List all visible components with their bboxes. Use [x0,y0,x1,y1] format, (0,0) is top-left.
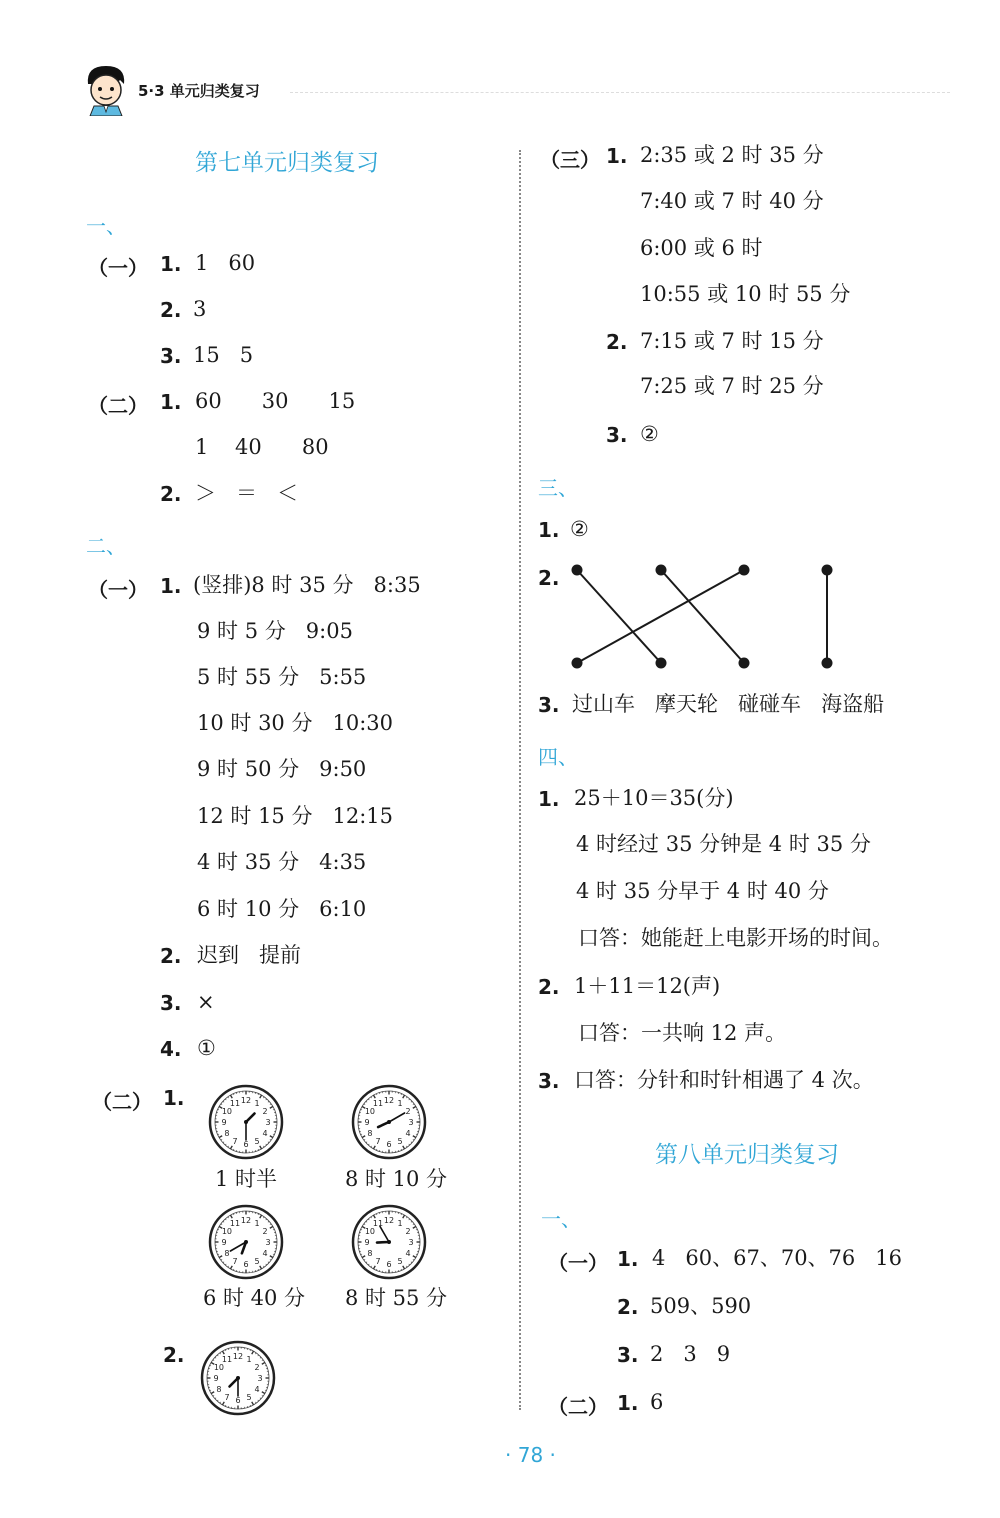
u8-q2-num: 2. [617,1295,639,1319]
u7-q8-answer: × [197,990,215,1014]
clock-center-pin [244,1120,248,1124]
r-q7-line1: 25＋10＝35(分) [574,786,734,810]
u8-q2-answer: 509、590 [650,1294,752,1318]
unit7-section-1: 一、 [86,214,126,238]
clock-center-pin [387,1120,391,1124]
u7-q11-num: 2. [163,1343,185,1367]
u7-q5-num: 2. [160,482,182,506]
r-q8-num: 2. [538,975,560,999]
clock-numeral: 6 [243,1260,249,1269]
u8-q1-answer: 4 60、67、70、76 16 [652,1246,903,1270]
u7-q6-line3: 5 时 55 分 5:55 [197,665,367,689]
clock-numeral: 6 [386,1140,392,1149]
u7-q6-line1: (竖排)8 时 35 分 8:35 [193,573,421,597]
clock-numeral: 4 [405,1249,411,1258]
clock-numeral: 12 [240,1216,252,1225]
clock-caption-3: 6 时 40 分 [202,1286,306,1310]
r-q7-num: 1. [538,787,560,811]
clock-numeral: 11 [229,1098,241,1108]
r-q7-line4: 口答：她能赶上电影开场的时间。 [578,926,893,950]
u7-q8-num: 3. [160,991,182,1015]
r-q5-num: 2. [538,566,560,590]
clock-numeral: 4 [254,1385,260,1394]
u7-q6-line4: 10 时 30 分 10:30 [197,711,394,735]
u7-group-4: （二） [92,1090,152,1114]
r-q8-line1: 1＋11＝12(声) [574,974,721,998]
clock-numeral: 8 [224,1249,230,1258]
u7-q9-num: 4. [160,1037,182,1061]
unit7-section-2: 二、 [86,534,126,558]
clock-numeral: 4 [405,1129,411,1138]
u7-q2-num: 2. [160,298,182,322]
u7-q9-answer: ① [197,1036,216,1060]
u8-q1-num: 1. [617,1247,639,1271]
clock-numeral: 10 [221,1227,233,1236]
clock-numeral: 5 [254,1137,260,1147]
u7-group-3: （一） [88,578,148,602]
r-q4-num: 1. [538,518,560,542]
clock-numeral: 1 [254,1098,260,1108]
clock-numeral: 4 [262,1249,268,1258]
clock-numeral: 1 [246,1354,252,1364]
clock-numeral: 11 [221,1354,233,1364]
u7-q10-num: 1. [163,1086,185,1110]
mascot-boy-icon [80,62,132,116]
r-q2-num: 2. [606,330,628,354]
clock-numeral: 2 [262,1227,268,1236]
u7-q3-num: 3. [160,344,182,368]
u8-group-1: （一） [548,1251,608,1275]
r-q1-line2: 7:40 或 7 时 40 分 [640,189,824,213]
clock-numeral: 10 [213,1363,225,1372]
u8-q4-answer: 6 [650,1390,664,1414]
clock-numeral: 3 [257,1374,263,1383]
r-q2-line1: 7:15 或 7 时 15 分 [640,329,824,353]
section-3: 三、 [538,476,578,500]
u7-q4-answer-row2: 1 40 80 [195,435,329,459]
u7-q1-num: 1. [160,252,182,276]
clock-numeral: 10 [221,1107,233,1116]
clock-numeral: 8 [367,1129,373,1138]
clock-numeral: 12 [240,1096,252,1105]
clock-numeral: 2 [262,1107,268,1116]
u8-q4-num: 1. [617,1391,639,1415]
r-q3-num: 3. [606,423,628,447]
r-q7-line2: 4 时经过 35 分钟是 4 时 35 分 [576,832,871,856]
column-divider [519,150,521,1410]
clock-numeral: 12 [232,1352,244,1361]
r-q9-answer: 口答：分针和时针相遇了 4 次。 [574,1068,874,1092]
r-group-3: （三） [540,148,600,172]
clock-numeral: 3 [408,1118,414,1127]
clock-face-2 [350,1083,428,1161]
clock-face-5 [199,1339,277,1417]
clock-face-1 [207,1083,285,1161]
clock-numeral: 5 [246,1393,252,1403]
r-q9-num: 3. [538,1069,560,1093]
clock-numeral: 9 [364,1118,370,1127]
r-q1-line4: 10:55 或 10 时 55 分 [640,282,851,306]
u7-q6-num: 1. [160,574,182,598]
u7-q4-num: 1. [160,390,182,414]
r-q6-num: 3. [538,693,560,717]
r-q8-line2: 口答：一共响 12 声。 [578,1021,787,1045]
clock-numeral: 7 [375,1137,381,1147]
clock-numeral: 5 [397,1137,403,1147]
clock-numeral: 7 [232,1137,238,1147]
u7-q4-answer: 60 30 15 [195,389,356,413]
clock-numeral: 5 [397,1257,403,1267]
clock-numeral: 5 [254,1257,260,1267]
clock-center-pin [244,1240,248,1244]
clock-face-3 [207,1203,285,1281]
clock-numeral: 6 [243,1140,249,1149]
r-q2-line2: 7:25 或 7 时 25 分 [640,374,824,398]
matching-lines-diagram [566,560,846,672]
u7-q6-line2: 9 时 5 分 9:05 [197,619,353,643]
r-q1-line1: 2:35 或 2 时 35 分 [640,143,824,167]
clock-numeral: 9 [364,1238,370,1247]
clock-numeral: 10 [364,1107,376,1116]
unit8-title: 第八单元归类复习 [655,1142,839,1168]
clock-numeral: 11 [372,1098,384,1108]
u7-q6-line5: 9 时 50 分 9:50 [197,757,367,781]
clock-numeral: 6 [386,1260,392,1269]
u7-q2-answer: 3 [193,297,207,321]
clock-numeral: 1 [397,1098,403,1108]
clock-center-pin [236,1376,240,1380]
clock-numeral: 11 [372,1218,384,1228]
clock-numeral: 11 [229,1218,241,1228]
clock-numeral: 9 [221,1238,227,1247]
header-title: 5·3 单元归类复习 [138,82,260,100]
clock-numeral: 3 [265,1238,271,1247]
clock-numeral: 2 [405,1227,411,1236]
r-q1-line3: 6:00 或 6 时 [640,236,763,260]
clock-numeral: 4 [262,1129,268,1138]
clock-numeral: 9 [213,1374,219,1383]
page-number: · 78 · [505,1443,556,1467]
u8-group-2: （二） [548,1395,608,1419]
clock-numeral: 12 [383,1216,395,1225]
u7-q5-answer: ＞ ＝ ＜ [195,481,299,505]
u7-q1-answer: 1 60 [195,251,256,275]
r-q6-answer: 过山车 摩天轮 碰碰车 海盗船 [572,692,885,716]
clock-numeral: 7 [375,1257,381,1267]
r-q3-answer: ② [640,422,659,446]
clock-center-pin [387,1240,391,1244]
clock-numeral: 3 [408,1238,414,1247]
r-q4-answer: ② [570,517,589,541]
u7-q6-line8: 6 时 10 分 6:10 [197,897,367,921]
u7-group-1: （一） [88,256,148,280]
r-q1-num: 1. [606,144,628,168]
u7-group-2: （二） [88,394,148,418]
clock-numeral: 9 [221,1118,227,1127]
clock-numeral: 3 [265,1118,271,1127]
clock-numeral: 7 [224,1393,230,1403]
clock-caption-4: 8 时 55 分 [344,1286,448,1310]
header-rule [290,92,950,93]
unit8-section-1: 一、 [541,1207,581,1231]
clock-face-4 [350,1203,428,1281]
unit7-title: 第七单元归类复习 [195,150,379,176]
clock-numeral: 6 [235,1396,241,1405]
u7-q6-line6: 12 时 15 分 12:15 [197,804,394,828]
clock-numeral: 2 [405,1107,411,1116]
u7-q7-answer: 迟到 提前 [197,943,302,967]
u7-q3-answer: 15 5 [193,343,254,367]
clock-numeral: 10 [364,1227,376,1236]
section-4: 四、 [538,745,578,769]
clock-caption-2: 8 时 10 分 [344,1167,448,1191]
clock-numeral: 1 [254,1218,260,1228]
u8-q3-answer: 2 3 9 [650,1342,731,1366]
u7-q7-num: 2. [160,944,182,968]
clock-numeral: 12 [383,1096,395,1105]
u8-q3-num: 3. [617,1343,639,1367]
clock-numeral: 7 [232,1257,238,1267]
clock-numeral: 1 [397,1218,403,1228]
clock-numeral: 2 [254,1363,260,1372]
r-q7-line3: 4 时 35 分早于 4 时 40 分 [576,879,829,903]
clock-numeral: 8 [367,1249,373,1258]
u7-q6-line7: 4 时 35 分 4:35 [197,850,367,874]
clock-numeral: 8 [224,1129,230,1138]
clock-caption-1: 1 时半 [214,1167,278,1191]
clock-numeral: 8 [216,1385,222,1394]
